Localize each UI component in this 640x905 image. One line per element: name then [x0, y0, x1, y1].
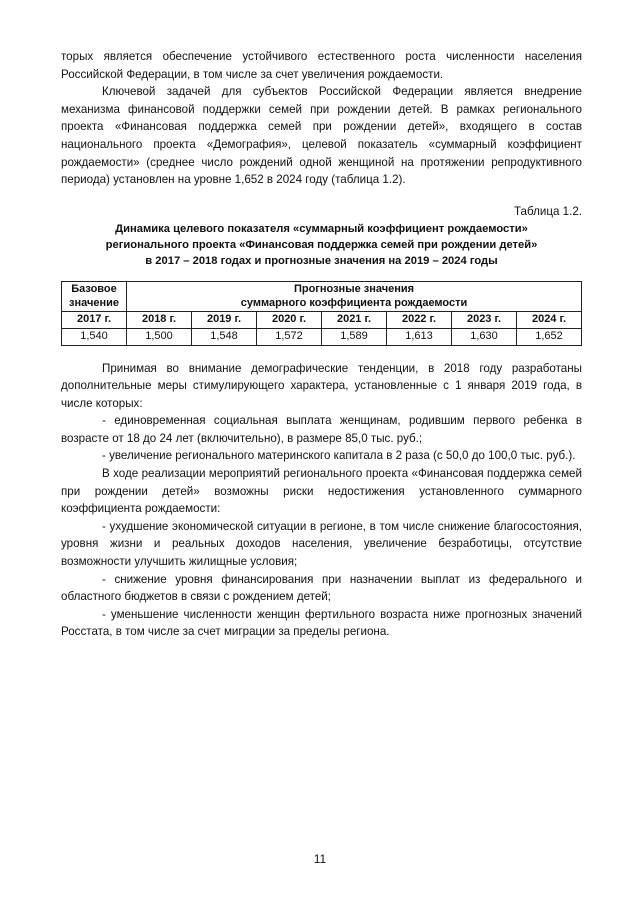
year-header: 2017 г.	[62, 312, 127, 329]
paragraph: В ходе реализации мероприятий регионального проекта «Финансовая поддержка семей при рождении детей» возможны риски недостижения установленного суммарного коэффициента рождаемости:	[61, 467, 582, 516]
paragraph: торых является обеспечение устойчивого естественного роста численности населения Российской Федерации, в том числе за счет увеличения рождаемости.	[61, 50, 582, 81]
list-item: - снижение уровня финансирования при назначении выплат из федерального и областного бюджетов в связи с рождением детей;	[61, 572, 582, 604]
table-header-row	[62, 282, 582, 312]
fertility-rate-table	[61, 281, 582, 345]
year-header: 2019 г.	[192, 312, 257, 329]
list-item: - увеличение регионального материнского капитала в 2 раза (с 50,0 до 100,0 тыс. руб.).	[102, 449, 576, 463]
table-values-row	[62, 328, 582, 345]
year-header: 2018 г.	[127, 312, 192, 329]
table-cell: 1,589	[322, 328, 387, 345]
table-cell: 1,572	[257, 328, 322, 345]
year-header: 2023 г.	[452, 312, 517, 329]
table-cell: 1,630	[452, 328, 517, 345]
list-item: - единовременная социальная выплата женщинам, родившим первого ребенка в возрасте от 18 до 24 лет (включительно), в размере 85,0 тыс. руб.;	[61, 414, 582, 445]
table-cell: 1,613	[387, 328, 452, 345]
paragraph: Принимая во внимание демографические тенденции, в 2018 году разработаны дополнительные меры стимулирующего характера, установленные с 1 января 2019 года, в числе которых:	[61, 361, 582, 410]
forecast-values-header: Прогнозные значения суммарного коэффициента рождаемости	[127, 282, 582, 312]
table-title-line: в 2017 – 2018 годах и прогнозные значения на 2019 – 2024 годы	[145, 254, 498, 267]
document-page	[61, 48, 582, 641]
table-cell: 1,652	[517, 328, 582, 345]
table-title	[61, 222, 582, 269]
page-number: 11	[313, 852, 327, 866]
table-cell: 1,548	[192, 328, 257, 345]
table-title-line: Динамика целевого показателя «суммарный коэффициент рождаемости»	[115, 223, 528, 236]
base-value-header: Базовое значение	[62, 282, 127, 312]
table-cell: 1,540	[62, 328, 127, 345]
list-item: - уменьшение численности женщин фертильного возраста ниже прогнозных значений Росстата, в том числе за счет миграции за пределы региона.	[61, 607, 582, 639]
year-header: 2022 г.	[387, 312, 452, 329]
table-cell: 1,500	[127, 328, 192, 345]
table-title-line: регионального проекта «Финансовая поддержка семей при рождении детей»	[105, 238, 538, 251]
year-header: 2024 г.	[517, 312, 582, 329]
table-years-row	[62, 312, 582, 329]
year-header: 2021 г.	[322, 312, 387, 329]
table-label: Таблица 1.2.	[513, 204, 582, 218]
paragraph: Ключевой задачей для субъектов Российской Федерации является внедрение механизма финансовой поддержки семей при рождении детей. В рамках регионального проекта «Финансовая поддержка семей при рождении детей», входящего в состав национального проекта «Демография», целевой показатель «суммарный коэффициент рождаемости» (среднее число рождений одной женщиной на протяжении репродуктивного периода) установлен на уровне 1,652 в 2024 году (таблица 1.2).	[61, 85, 582, 187]
list-item: - ухудшение экономической ситуации в регионе, в том числе снижение благосостояния, уровня жизни и реальных доходов населения, увеличение безработицы, отсутствие возможности улучшить жилищные условия;	[61, 519, 582, 569]
year-header: 2020 г.	[257, 312, 322, 329]
